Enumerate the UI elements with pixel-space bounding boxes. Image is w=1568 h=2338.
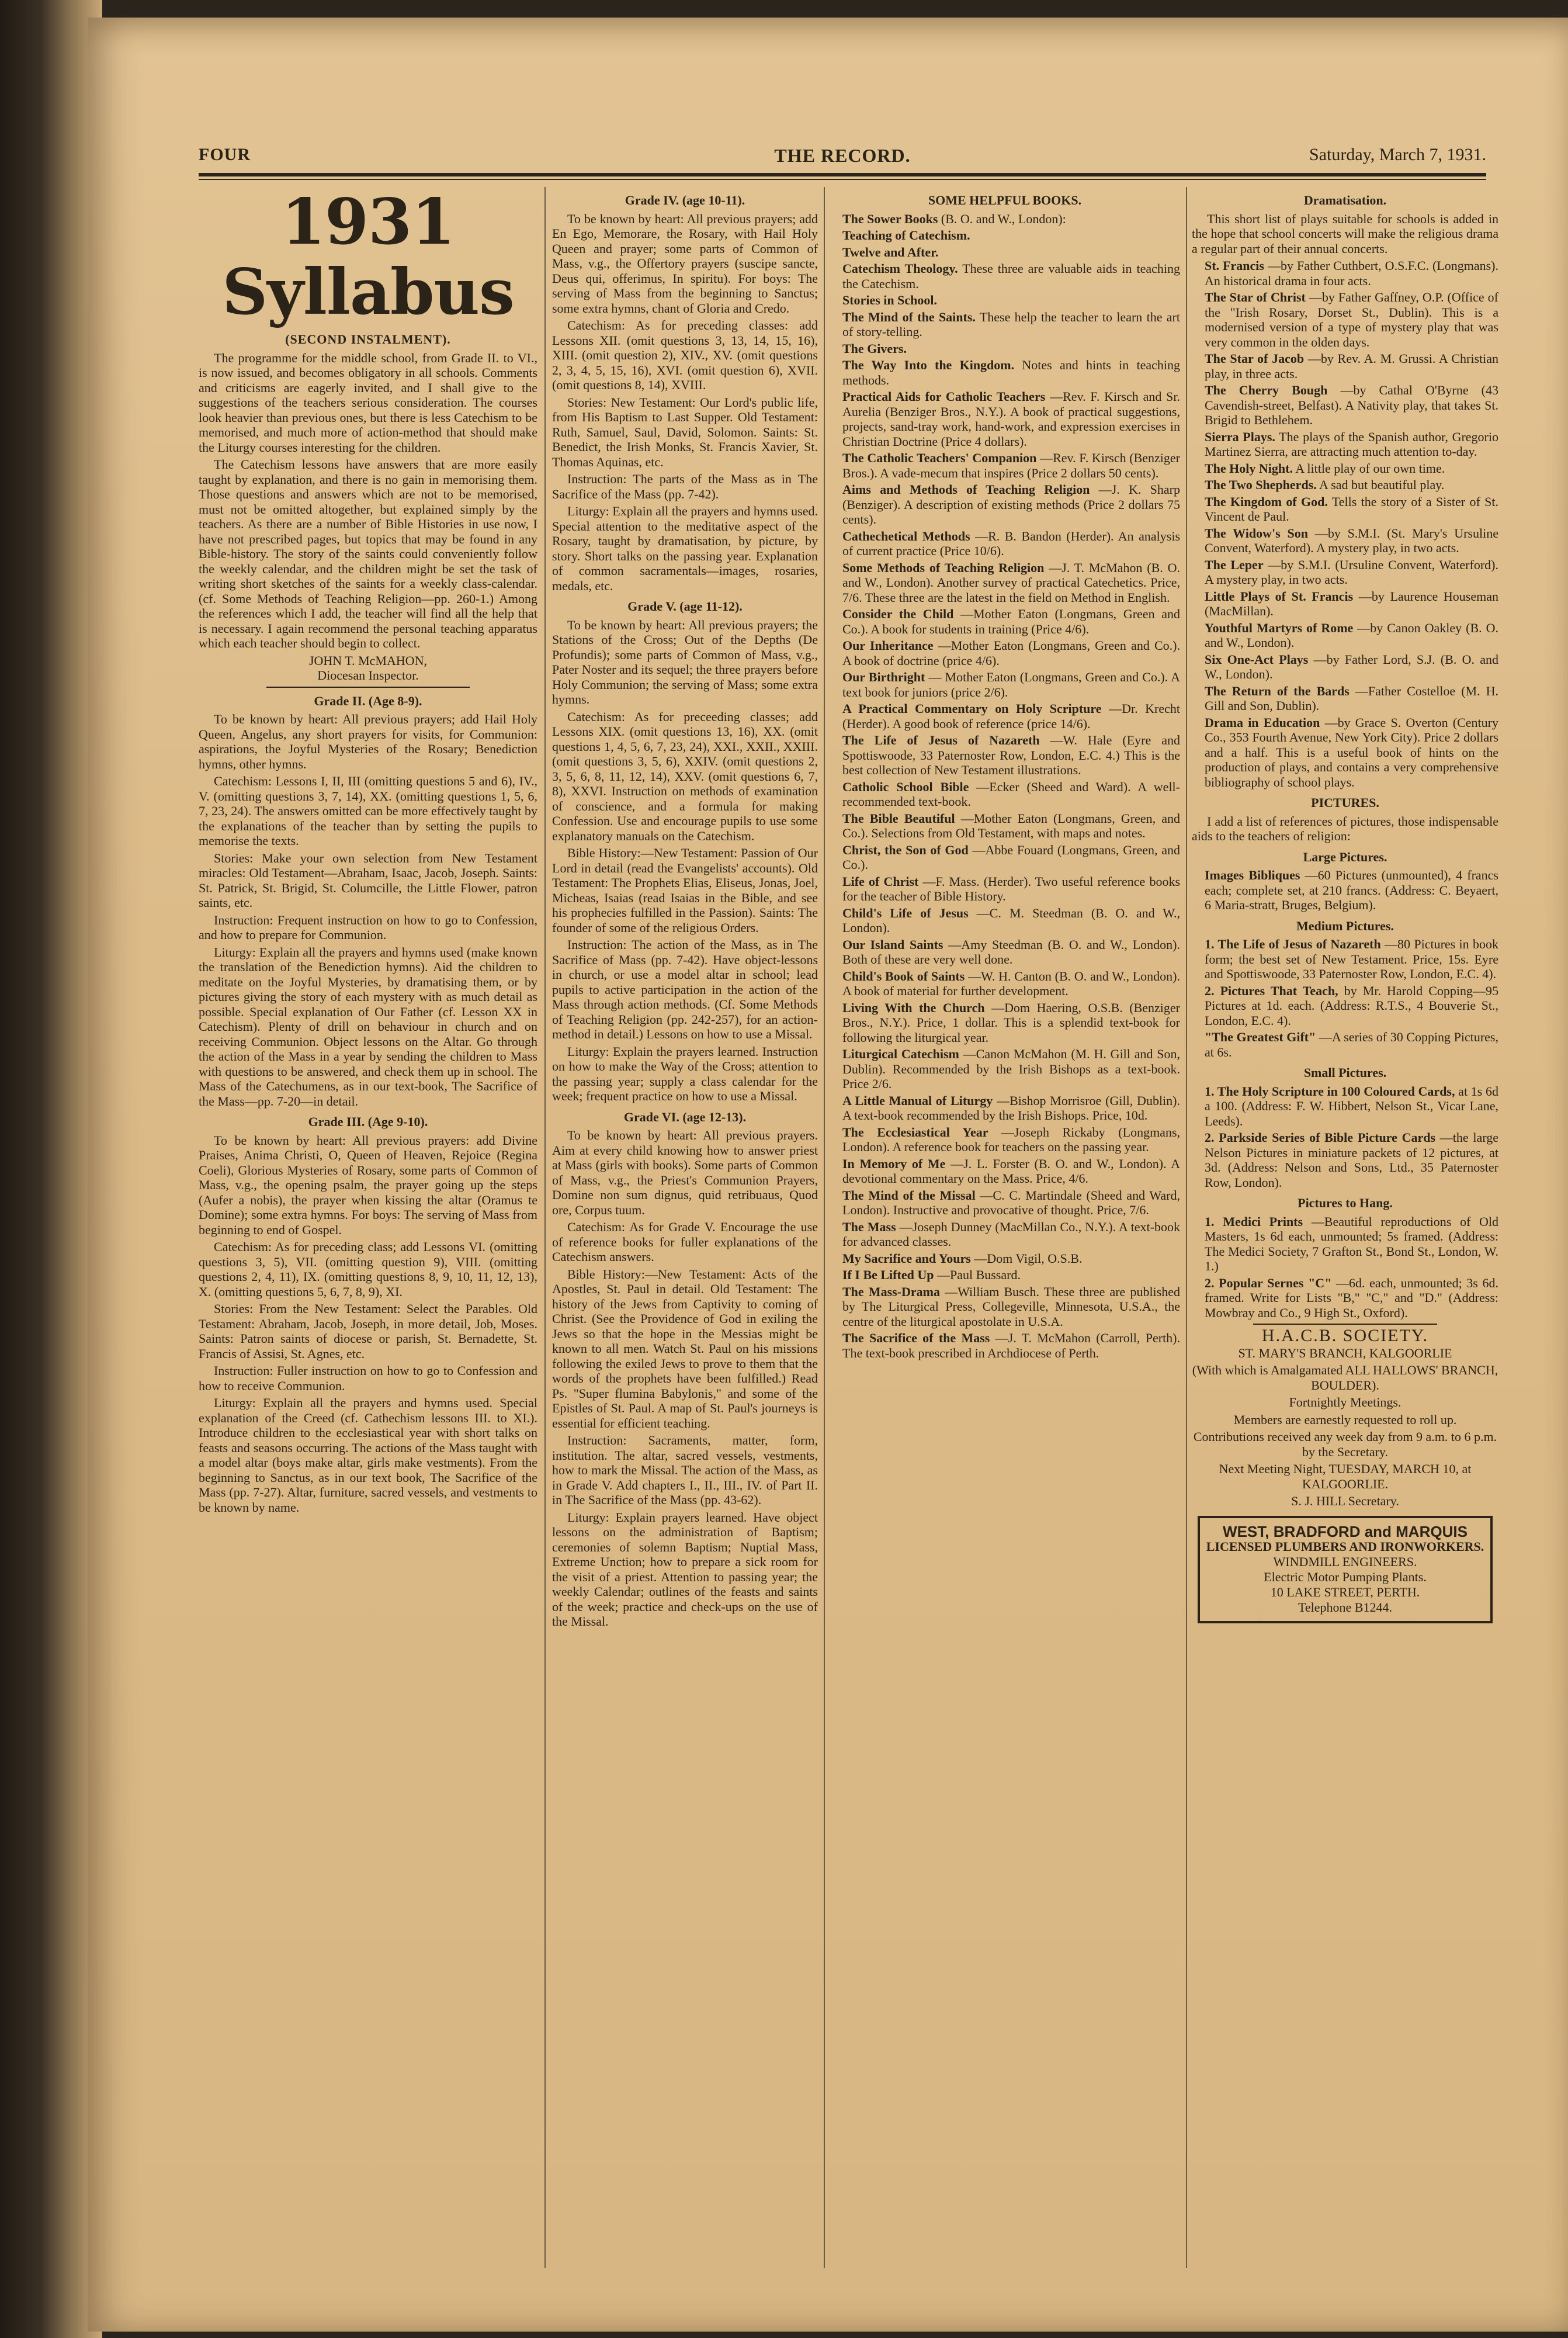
entry-details: —Joseph Dunney (MacMillan Co., N.Y.). A text-book for advanced classes.: [842, 1219, 1180, 1249]
ad-line: Electric Motor Pumping Plants.: [1264, 1569, 1427, 1584]
entry-details: —Abbe Fouard (Longmans, Green, and Co.).: [842, 842, 1180, 872]
entry-title: The Sower Books: [842, 211, 938, 226]
grade-heading: Grade V. (age 11-12).: [627, 599, 743, 614]
entry-details: —R. B. Bandon (Herder). An analysis of current practice (Price 10/6).: [842, 528, 1180, 558]
reference-entry: [830, 969, 1180, 999]
reference-entry: [830, 1000, 1180, 1045]
entry-details: —by S.M.I. (Ursuline Convent, Waterford). A mystery play, in two acts.: [1205, 557, 1498, 587]
entry-details: —by Grace S. Overton (Century Co., 353 Fourth Avenue, New York City). Price 2 dollars and a half. This is a useful book of hints on the production of plays, and contains a very comprehensive bibliography of school plays.: [1205, 715, 1498, 789]
entry-title: The Return of the Bards: [1205, 683, 1350, 698]
entry-details: —by Father Cuthbert, O.S.F.C. (Longmans). An historical drama in four acts.: [1205, 258, 1498, 288]
entry-title: Life of Christ: [842, 874, 919, 889]
grade-paragraph: Liturgy: Explain all the prayers and hymns used. Special attention to the meditative aspect of the Rosary, taught by dramatisation, by picture, by story. Short talks on the passing year. Explanation of common sacramentals—images, rosaries, medals, etc.: [552, 504, 818, 593]
entry-details: —Dom Haering, O.S.B. (Benziger Bros., N.Y.). Price, 1 dollar. This is a splendid text-book for following the liturgical year.: [842, 1000, 1180, 1045]
grade-paragraph: Catechism: As for Grade V. Encourage the use of reference books for fuller explanations of the Catechism answers.: [552, 1220, 818, 1264]
reference-entry: [830, 310, 1180, 340]
reference-entry: [1192, 652, 1498, 682]
reference-entry: [830, 1156, 1180, 1186]
grade-paragraph: Instruction: The action of the Mass, as in The Sacrifice of Mass (pp. 7-42). Have object-lessons in church, or use a model altar in school; lead pupils to active participation in the action of the Mass through action methods. (Cf. Some Methods of Teaching Religion (pp. 242-257), for an action-method in detail.) Lessons on how to use a Missal.: [552, 937, 818, 1041]
grade-paragraph: Liturgy: Explain the prayers learned. Instruction on how to make the Way of the Cross; attention to the passing year; supply a class calendar for the week; frequent practice on how to use a Missal.: [552, 1044, 818, 1103]
reference-entry: [830, 1188, 1180, 1218]
entry-details: by Mr. Harold Copping—95 Pictures at 1d. each. (Address: R.T.S., 4 Bouverie St., London, E.C. 4).: [1205, 983, 1498, 1028]
page-header: [199, 145, 1486, 174]
entry-title: Some Methods of Teaching Religion: [842, 560, 1045, 575]
grade-heading: Grade III. (Age 9-10).: [308, 1114, 428, 1129]
entry-title: Little Plays of St. Francis: [1205, 588, 1354, 604]
ad-line: Telephone B1244.: [1298, 1599, 1392, 1615]
header-rule-thin: [199, 179, 1486, 180]
entry-title: Christ, the Son of God: [842, 842, 969, 857]
entry-title: The Star of Jacob: [1205, 351, 1305, 366]
pictures-intro: I add a list of references of pictures, those indispensable aids to the teachers of religion:: [1192, 813, 1498, 843]
entry-details: —by Father Lord, S.J. (B. O. and W., London).: [1205, 652, 1498, 681]
entry-title: The Bible Beautiful: [842, 810, 955, 826]
entry-title: The Mass: [842, 1219, 896, 1234]
entry-details: —Father Costelloe (M. H. Gill and Son, Dublin).: [1205, 683, 1498, 713]
entry-title: My Sacrifice and Yours: [842, 1251, 971, 1266]
entry-title: The Catholic Teachers' Companion: [842, 451, 1037, 465]
reference-entry: [830, 451, 1180, 480]
entry-title: Liturgical Catechism: [842, 1047, 959, 1061]
advertisement-box: [1198, 1516, 1493, 1623]
column-divider: [824, 187, 825, 2268]
reference-entry: [830, 293, 1180, 308]
entry-details: —C. M. Steedman (B. O. and W., London).: [842, 905, 1180, 935]
grade-paragraph: To be known by heart: All previous prayers; add En Ego, Memorare, the Rosary, with Hail Holy Queen and prayer; some parts of Common of Mass, v.g., the Offertory prayers (suscipe sancte, Deus qui, offerimus, In spiritu). For boys: The serving of Mass from the beginning to Sanctus; some extra hymns, chant of Gloria and Credo.: [552, 211, 818, 316]
intro-paragraph: The Catechism lessons have answers that are more easily taught by explanation, and there is no gain in memorising them. Those questions and answers which are not to be memorised, must not be omitted altogether, but explained simply by the teachers. As there are a number of Bible Histories in use now, I have not prescribed pages, but topics that may be found in any Bible-history. The story of the saints could conveniently follow the weekly calendar, and the children might be set the task of writing short sketches of the saints for a weekly class-calendar. (cf. Some Methods of Teaching Religion—pp. 260-1.) Among the references which I add, the teacher will find all the help that is necessary. I again recommend the personal teaching apparatus which each teacher should begin to collect.: [199, 457, 537, 650]
grade-heading: Grade IV. (age 10-11).: [625, 193, 745, 207]
entry-title: Images Bibliques: [1205, 868, 1300, 882]
entry-title: 1. Medici Prints: [1205, 1214, 1303, 1229]
entry-details: —Mother Eaton (Longmans, Green and Co.). A book of doctrine (price 4/6).: [842, 638, 1180, 668]
grade-paragraph: Liturgy: Explain prayers learned. Have object lessons on the administration of Baptism; ceremonies of solemn Baptism; Nuptial Mass, Extreme Unction; how to prepare a sick room for the visit of a priest. Attention to passing year; the weekly Calendar; outlines of the feasts and saints of the week; practice and check-ups on the use of the Missal.: [552, 1509, 818, 1629]
entry-details: —A series of 30 Copping Pictures, at 6s.: [1205, 1030, 1498, 1059]
entry-title: Child's Life of Jesus: [842, 905, 969, 920]
grade-paragraph: Instruction: Fuller instruction on how to go to Confession and how to receive Communion.: [199, 1363, 537, 1393]
medium-pictures-heading: Medium Pictures.: [1296, 918, 1394, 933]
entry-details: —Beautiful reproductions of Old Masters, 1s 6d each, unmounted; 5s framed. (Address: The Medici Society, 7 Grafton St., Bond St., London, W. 1.): [1205, 1214, 1498, 1273]
reference-entry: [830, 560, 1180, 605]
society-request: Members are earnestly requested to roll up.: [1233, 1412, 1457, 1427]
reference-entry: [830, 529, 1180, 559]
entry-title: Our Island Saints: [842, 937, 943, 952]
society-contributions: Contributions received any week day from 9 a.m. to 6 p.m. by the Secretary.: [1193, 1429, 1497, 1459]
entry-title: Six One-Act Plays: [1205, 652, 1309, 667]
entry-title: A Practical Commentary on Holy Scripture: [842, 701, 1102, 716]
entry-title: A Little Manual of Liturgy: [842, 1093, 993, 1108]
entry-details: —Mother Eaton (Longmans, Green and Co.). A book for students in training (Price 4/6).: [842, 607, 1180, 636]
entry-title: Consider the Child: [842, 607, 954, 621]
reference-entry: [830, 1220, 1180, 1249]
plays-list: [1192, 258, 1498, 789]
entry-details: — Mother Eaton (Longmans, Green and Co.). A text book for juniors (price 2/6).: [842, 670, 1180, 699]
dramatisation-intro: This short list of plays suitable for schools is added in the hope that school concerts will make the religious drama a regular part of their annual concerts.: [1192, 211, 1498, 256]
entry-details: —Amy Steedman (B. O. and W., London). Both of these are very well done.: [842, 937, 1180, 967]
entry-details: —Rev. F. Kirsch (Benziger Bros.). A vade-mecum that inspires (Price 2 dollars 50 cents).: [842, 451, 1180, 480]
entry-details: Notes and hints in teaching methods.: [842, 358, 1180, 387]
entry-details: —by Canon Oakley (B. O. and W., London).: [1205, 620, 1498, 650]
grade-paragraph: Stories: From the New Testament: Select the Parables. Old Testament: Abraham, Jacob, Joseph, in more detail, Job, Moses. Saints: Patron saints of diocese or parish, St. Bernadette, St. Francis of Assisi, St. Agnes, etc.: [199, 1301, 537, 1361]
society-next-meeting: Next Meeting Night, TUESDAY, MARCH 10, at KALGOORLIE.: [1219, 1461, 1472, 1491]
section-rule: [1253, 1324, 1437, 1325]
entry-title: The Widow's Son: [1205, 525, 1308, 541]
reference-entry: [830, 811, 1180, 841]
column-divider: [544, 187, 546, 2268]
grade-paragraph: Catechism: Lessons I, II, III (omitting questions 5 and 6), IV., V. (omitting questions 3, 7, 14), XX. (omitting questions 1, 5, 6, 7, 23, 24). The answers omitted can be more effectively taught by the explanations of the teacher than by setting the pupils to memorise the texts.: [199, 774, 537, 848]
entry-details: —Paul Bussard.: [934, 1267, 1021, 1282]
entry-details: —Joseph Rickaby (Longmans, London). A reference book for teachers on the passing year.: [842, 1124, 1180, 1154]
reference-entry: [1192, 937, 1498, 982]
grade-paragraph: To be known by heart: All previous prayers: add Divine Praises, Anima Christi, O, Queen of Heaven, Rejoice (Regina Coeli), Glorious Mysteries of Rosary, some parts of Common of Mass, v.g., the opening psalm, the prayer going up the steps (Aufer a nobis), the prayer when kissing the altar (Oramus te Domine); some extra hymns. For boys: The serving of Mass from beginning to end of Gospel.: [199, 1132, 537, 1237]
grade-paragraph: Instruction: Frequent instruction on how to go to Confession, and how to prepare for Communion.: [199, 912, 537, 942]
grade-paragraph: To be known by heart: All previous prayers. Aim at every child knowing how to answer priest at Mass (girls with books). Some parts of Common of Mass, v.g., the Priest's Communion Prayers, Domine non sum dignus, quid retribuaus, Quod ore, Corpus tuum.: [552, 1128, 818, 1217]
reference-entry: [830, 937, 1180, 967]
grade-paragraph: Bible History:—New Testament: Passion of Our Lord in detail (read the Evangelists' accounts). Old Testament: The Prophets Elias, Eliseus, Jonas, Joel, Micheas, Isaias (read Isaias in the Bible, and see his prophecies fulfilled in the Passion). Saints: The founder of some of the religious Orders.: [552, 846, 818, 935]
grade-paragraph: Liturgy: Explain all the prayers and hymns used (make known the translation of the Benediction hymns). Aid the children to meditate on the Joyful Mysteries, by dramatising them, or by pictures giving the story of each mystery with as much detail as possible. Special explanation of Our Father (cf. Lesson XX in Catechism). Plenty of drill on behaviour in church and on receiving Communion. Object lessons on the Altar. Go through the action of the Mass in a year by sending the children to Mass with questions to be answered, and check them up in school. The Mass of the Catechumens, as in our text-book, The Sacrifice of the Mass—pp. 7-20—in detail.: [199, 944, 537, 1109]
entry-title: The Mind of the Saints.: [842, 309, 976, 324]
masthead-title: THE RECORD.: [774, 145, 911, 166]
books-list: [830, 212, 1180, 1361]
column-4: [1192, 187, 1498, 2268]
reference-entry: [830, 607, 1180, 636]
entry-title: The Kingdom of God.: [1205, 494, 1328, 509]
entry-details: —W. Hale (Eyre and Spottiswoode, 33 Paternoster Row, London, E.C. 4.) This is the best collection of New Testament illustrations.: [842, 733, 1180, 777]
entry-details: —by Laurence Houseman (MacMillan).: [1205, 588, 1498, 618]
entry-details: —Dom Vigil, O.S.B.: [970, 1251, 1083, 1266]
reference-entry: [1192, 430, 1498, 459]
entry-title: Practical Aids for Catholic Teachers: [842, 389, 1046, 404]
entry-details: —60 Pictures (unmounted), 4 francs each; complete set, at 210 francs. (Address: C. Beyaert, 6 Maria-stratt, Bruges, Belgium).: [1205, 868, 1498, 912]
entry-details: —by Rev. A. M. Grussi. A Christian play, in three acts.: [1205, 351, 1498, 381]
entry-details: —J. T. McMahon (B. O. and W., London). Another survey of practical Catechetics. Price, 7/6. These three are the latest in the field on Method in English.: [842, 560, 1180, 605]
entry-title: 2. Pictures That Teach,: [1205, 983, 1338, 998]
reference-entry: [830, 733, 1180, 778]
small-pictures-list: [1192, 1084, 1498, 1190]
entry-title: Our Inheritance: [842, 638, 934, 653]
grade-paragraph: To be known by heart: All previous prayers; the Stations of the Cross; Out of the Depths (De Profundis); some parts of Common of Mass, v.g., Pater Noster and its sequel; the three prayers before Holy Communion; the serving of Mass; some extra hymns.: [552, 617, 818, 706]
entry-details: These help the teacher to learn the art of story-telling.: [842, 309, 1180, 339]
hang-pictures-heading: Pictures to Hang.: [1298, 1196, 1393, 1210]
entry-details: —Canon McMahon (M. H. Gill and Son, Dublin). Recommended by the Irish Bishops as a text-book. Price 2/6.: [842, 1047, 1180, 1091]
reference-entry: [830, 1047, 1180, 1092]
entry-title: The Sacrifice of the Mass: [842, 1331, 990, 1345]
entry-title: 1. The Life of Jesus of Nazareth: [1205, 937, 1381, 951]
entry-details: A sad but beautiful play.: [1316, 477, 1445, 492]
entry-title: The Cherry Bough: [1205, 383, 1328, 397]
grade-paragraph: Stories: New Testament: Our Lord's public life, from His Baptism to Last Supper. Old Testament: Ruth, Samuel, Saul, David, Solomon. Saints: St. Benedict, the Irish Monks, St. Francis Xavier, St. Thomas Aquinas, etc.: [552, 394, 818, 469]
entry-details: The plays of the Spanish author, Gregorio Martinez Sierra, are attracting much attention to-day.: [1205, 429, 1498, 459]
entry-details: —William Busch. These three are published by The Liturgical Press, Collegeville, Minnesota, U.S.A., the centre of the liturgical apostolate in U.S.A.: [842, 1284, 1180, 1329]
grade-paragraph: Liturgy: Explain all the prayers and hymns used. Special explanation of the Creed (cf. Cathechism lessons III. to XI.). Introduce children to the ecclesiastical year with short talks on feasts and seasons occurring. The actions of the Mass taught with a model altar (boys make altar, girls make vestments). From the beginning to Sanctus, as in our text book, The Sacrifice of the Mass (pp. 7-27). Altar, furniture, sacred vessels, and vestments to be known by name.: [199, 1395, 537, 1515]
column-2: [552, 187, 818, 2268]
reference-entry: [1192, 1030, 1498, 1059]
grade-paragraph: Instruction: Sacraments, matter, form, institution. The altar, sacred vessels, vestments, how to mark the Missal. The action of the Mass, as in Grade V. Add chapters I., II., III., IV. of Part II. in The Sacrifice of the Mass (pp. 43-62).: [552, 1433, 818, 1507]
reference-entry: [830, 341, 1180, 356]
reference-entry: [830, 1331, 1180, 1360]
society-branch: ST. MARY'S BRANCH, KALGOORLIE: [1238, 1345, 1452, 1360]
grade-paragraph: To be known by heart: All previous prayers; add Hail Holy Queen, Angelus, any short prayers for visits, for Communion: aspirations, the Joyful Mysteries of the Rosary; Benediction hymns, other hymns.: [199, 712, 537, 771]
entry-title: Child's Book of Saints: [842, 968, 965, 983]
entry-title: Our Birthright: [842, 670, 925, 684]
entry-details: —W. H. Canton (B. O. and W., London). A book of material for further development.: [842, 968, 1180, 998]
reference-entry: [1192, 351, 1498, 381]
entry-title: The Ecclesiastical Year: [842, 1124, 988, 1139]
section-rule: [266, 687, 470, 688]
entry-details: —80 Pictures in book form; the best set of New Testament. Price, 15s. Eyre and Spottiswoode, 33 Paternoster Row, London, E.C. 4).: [1205, 937, 1498, 981]
entry-title: "The Greatest Gift": [1205, 1030, 1316, 1044]
entry-title: Aims and Methods of Teaching Religion: [842, 482, 1090, 497]
entry-details: Tells the story of a Sister of St. Vincent de Paul.: [1205, 494, 1498, 524]
hang-pictures-list: [1192, 1214, 1498, 1321]
medium-pictures-list: [1192, 937, 1498, 1059]
grade-paragraph: Instruction: The parts of the Mass as in The Sacrifice of the Mass (pp. 7-42).: [552, 472, 818, 501]
entry-title: Sierra Plays.: [1205, 429, 1275, 444]
reference-entry: [830, 358, 1180, 387]
grade-heading: Grade VI. (age 12-13).: [623, 1109, 747, 1124]
entry-details: —Dr. Krecht (Herder). A good book of reference (price 14/6).: [842, 701, 1180, 731]
entry-details: —by Father Gaffney, O.P. (Office of the "Irish Rosary, Dorset St., Dublin). This is a modernised version of a type of mystery play that was very common in the olden days.: [1205, 290, 1498, 349]
society-title: H.A.C.B. SOCIETY.: [1261, 1326, 1429, 1345]
grade-paragraph: Catechism: As for preceeding classes; add Lessons XIX. (omit questions 13, 16), XX. (omit questions 1, 4, 5, 6, 7, 23, 24), XXI., XXII., XXIII. (omit questions 3, 5, 6), XXIV. (omit questions 2, 3, 5, 6, 8, 11, 12, 14), XXV. (omit questions 6, 7, 8), XXVI. Instruction on methods of examination of conscience, and a formula for making Confession. Use and encourage pupils to use some explanatory manuals on the Catechism.: [552, 709, 818, 843]
reference-entry: [1192, 1214, 1498, 1274]
reference-entry: [830, 212, 1180, 227]
reference-entry: [1192, 983, 1498, 1028]
grade-paragraph: Catechism: As for preceding class; add Lessons VI. (omitting questions 3, 5), VII. (omitting question 9), VIII. (omitting questions 2, 4, 11), IX. (omitting questions 8, 9, 10, 11, 12, 13), X. (omitting questions 5, 6, 7, 8, 9), XI.: [199, 1239, 537, 1299]
entry-details: —J. T. McMahon (Carroll, Perth). The text-book prescribed in Archdiocese of Perth.: [842, 1331, 1180, 1360]
entry-title: The Leper: [1205, 557, 1264, 572]
entry-details: —F. Mass. (Herder). Two useful reference books for the teacher of Bible History.: [842, 874, 1180, 903]
entry-title: Living With the Church: [842, 1000, 985, 1015]
reference-entry: [830, 906, 1180, 936]
entry-details: —C. C. Martindale (Sheed and Ward, London). Instructive and provocative of thought. Price, 7/6.: [842, 1187, 1180, 1217]
entry-title: Cathechetical Methods: [842, 528, 970, 543]
reference-entry: [1192, 526, 1498, 556]
entry-title: The Life of Jesus of Nazareth: [842, 733, 1040, 747]
reference-entry: [830, 1093, 1180, 1123]
reference-entry: [830, 638, 1180, 668]
intro-paragraph: The programme for the middle school, from Grade II. to VI., is now issued, and becomes obligatory in all schools. Comments and criticisms are eagerly invited, and I shall give to the suggestions of the teachers serious consideration. The courses look heavier than previous ones, but there is less Catechism to be memorised, and much more of action-method that should make the Liturgy courses interesting for the children.: [199, 350, 537, 455]
entry-title: Stories in School.: [842, 293, 937, 307]
entry-title: The Givers.: [842, 341, 907, 356]
reference-entry: [1192, 1276, 1498, 1321]
reference-entry: [830, 1125, 1180, 1155]
entry-title: St. Francis: [1205, 258, 1264, 273]
ad-line: WINDMILL ENGINEERS.: [1273, 1554, 1417, 1569]
entry-details: —Mother Eaton (Longmans, Green, and Co.). Selections from Old Testament, with maps and notes.: [842, 810, 1180, 840]
entry-title: The Mass-Drama: [842, 1284, 940, 1299]
entry-details: —by Cathal O'Byrne (43 Cavendish-street, Belfast). A Nativity play, that takes St. Brigid to Bethlehem.: [1205, 383, 1498, 427]
entry-title: The Star of Christ: [1205, 290, 1306, 304]
society-secretary: S. J. HILL Secretary.: [1291, 1494, 1399, 1508]
reference-entry: [830, 670, 1180, 699]
entry-title: The Mind of the Missal: [842, 1187, 976, 1203]
reference-entry: [830, 1251, 1180, 1266]
entry-details: (B. O. and W., London):: [938, 211, 1066, 226]
dramatisation-heading: Dramatisation.: [1303, 193, 1387, 207]
reference-entry: [830, 482, 1180, 527]
entry-details: —Rev. F. Kirsch and Sr. Aurelia (Benziger Bros., N.Y.). A book of practical suggestions, projects, sand-tray work, hand-work, and expression exercises in Christian Doctrine (Price 4 dollars).: [842, 389, 1180, 449]
reference-entry: [1192, 477, 1498, 493]
entry-title: Youthful Martyrs of Rome: [1205, 620, 1354, 635]
reference-entry: [830, 261, 1180, 291]
reference-entry: [830, 780, 1180, 809]
entry-title: 2. Popular Sernes "C": [1205, 1275, 1332, 1290]
reference-entry: [1192, 621, 1498, 650]
article-subtitle: (SECOND INSTALMENT).: [285, 332, 451, 347]
entry-title: The Two Shepherds.: [1205, 477, 1317, 492]
entry-details: A little play of our own time.: [1292, 460, 1445, 476]
books-heading: SOME HELPFUL BOOKS.: [928, 193, 1082, 207]
reference-entry: [1192, 684, 1498, 713]
column-divider: [1186, 187, 1187, 2268]
reference-entry: [1192, 868, 1498, 913]
column-1: [199, 187, 537, 2268]
column-3: [830, 187, 1180, 2268]
entry-details: —J. L. Forster (B. O. and W., London). A devotional commentary on the Mass. Price, 4/6.: [842, 1156, 1180, 1186]
entry-details: —by S.M.I. (St. Mary's Ursuline Convent, Waterford). A mystery play, in two acts.: [1205, 525, 1498, 555]
entry-details: —J. K. Sharp (Benziger). A description of existing methods (Price 2 dollars 75 cents).: [842, 482, 1180, 527]
entry-title: 2. Parkside Series of Bible Picture Cards: [1205, 1130, 1436, 1145]
signature-name: JOHN T. McMAHON,: [308, 653, 428, 668]
small-pictures-heading: Small Pictures.: [1303, 1065, 1387, 1080]
header-rule-thick: [199, 173, 1486, 176]
society-meetings: Fortnightly Meetings.: [1289, 1395, 1402, 1409]
reference-entry: [1192, 557, 1498, 587]
reference-entry: [1192, 1130, 1498, 1190]
reference-entry: [1192, 589, 1498, 619]
reference-entry: [830, 701, 1180, 731]
entry-title: In Memory of Me: [842, 1156, 946, 1171]
grade-heading: Grade II. (Age 8-9).: [314, 693, 422, 708]
reference-entry: [1192, 494, 1498, 524]
entry-title: If I Be Lifted Up: [842, 1267, 934, 1282]
reference-entry: [1192, 461, 1498, 476]
entry-details: at 1s 6d a 100. (Address: F. W. Hibbert, Nelson St., Vicar Lane, Leeds).: [1205, 1083, 1498, 1128]
entry-details: —Ecker (Sheed and Ward). A well-recommended text-book.: [842, 779, 1180, 809]
entry-details: —the large Nelson Pictures in miniature packets of 12 pictures, at 3d. (Address: Nelson and Sons, Ltd., 35 Paternoster Row, London).: [1205, 1130, 1498, 1190]
entry-title: Catechism Theology.: [842, 261, 958, 276]
signature-title: Diocesan Inspector.: [317, 668, 419, 683]
entry-title: Teaching of Catechism.: [842, 228, 970, 243]
reference-entry: [1192, 290, 1498, 349]
reference-entry: [830, 1267, 1180, 1283]
reference-entry: [830, 843, 1180, 872]
reference-entry: [1192, 1084, 1498, 1129]
book-binding-edge: [0, 0, 102, 2338]
grade-paragraph: Catechism: As for preceding classes: add Lessons XII. (omit questions 3, 13, 14, 15, 16), XIII. (omit question 2), XIV., XV. (omit questions 2, 3, 4, 5, 15, 16), XVI. (omit question 6), XVII. (omit questions 8, 14), XVIII.: [552, 318, 818, 392]
reference-entry: [830, 228, 1180, 243]
entry-title: Catholic School Bible: [842, 779, 969, 794]
entry-details: —Bishop Morrisroe (Gill, Dublin). A text-book recommended by the Irish Bishops. Price, 10d.: [842, 1093, 1180, 1123]
issue-date: Saturday, March 7, 1931.: [1309, 145, 1486, 164]
entry-title: The Way Into the Kingdom.: [842, 358, 1015, 372]
reference-entry: [1192, 383, 1498, 428]
grade-paragraph: Stories: Make your own selection from New Testament miracles: Old Testament—Abraham, Isaac, Jacob, Joseph. Saints: St. Patrick, St. Brigid, St. Columcille, the Little Flower, patron saints, etc.: [199, 850, 537, 910]
page-number: FOUR: [199, 145, 251, 164]
grade-paragraph: Bible History:—New Testament: Acts of the Apostles, St. Paul in detail. Old Testament: The history of the Jews from Captivity to coming of Christ. (See the Providence of God in exiling the Jews so that the hope in the Messias might be known to all men. Watch St. Paul on his missions following the exiled Jews to prove to them that the words of the prophets have been fulfilled.) Read Ps. "Super flumina Babylonis," and some of the Epistles of St. Paul. A map of St. Paul's journeys is essential for efficient teaching.: [552, 1266, 818, 1430]
entry-title: Twelve and After.: [842, 244, 939, 259]
reference-entry: [830, 1284, 1180, 1329]
entry-title: Drama in Education: [1205, 715, 1320, 730]
entry-title: 1. The Holy Scripture in 100 Coloured Cards,: [1205, 1083, 1455, 1099]
advertiser-name: WEST, BRADFORD and MARQUIS: [1223, 1522, 1468, 1540]
pictures-heading: PICTURES.: [1311, 795, 1379, 810]
article-title: 1931 Syllabus: [222, 187, 514, 329]
entry-details: These three are valuable aids in teaching the Catechism.: [842, 261, 1180, 291]
reference-entry: [830, 874, 1180, 904]
reference-entry: [830, 389, 1180, 449]
reference-entry: [1192, 715, 1498, 790]
entry-details: —6d. each, unmounted; 3s 6d. framed. Write for Lists "B," "C," and "D." (Address: Mowbray and Co., 9 High St., Oxford).: [1205, 1275, 1498, 1320]
reference-entry: [1192, 258, 1498, 288]
ad-line: LICENSED PLUMBERS AND IRONWORKERS.: [1206, 1539, 1484, 1554]
ad-line: 10 LAKE STREET, PERTH.: [1270, 1584, 1420, 1599]
large-pictures-heading: Large Pictures.: [1303, 849, 1387, 864]
large-pictures-list: [1192, 868, 1498, 913]
entry-title: The Holy Night.: [1205, 460, 1293, 476]
society-amalgamated: (With which is Amalgamated ALL HALLOWS' BRANCH, BOULDER).: [1192, 1363, 1498, 1393]
reference-entry: [830, 245, 1180, 260]
